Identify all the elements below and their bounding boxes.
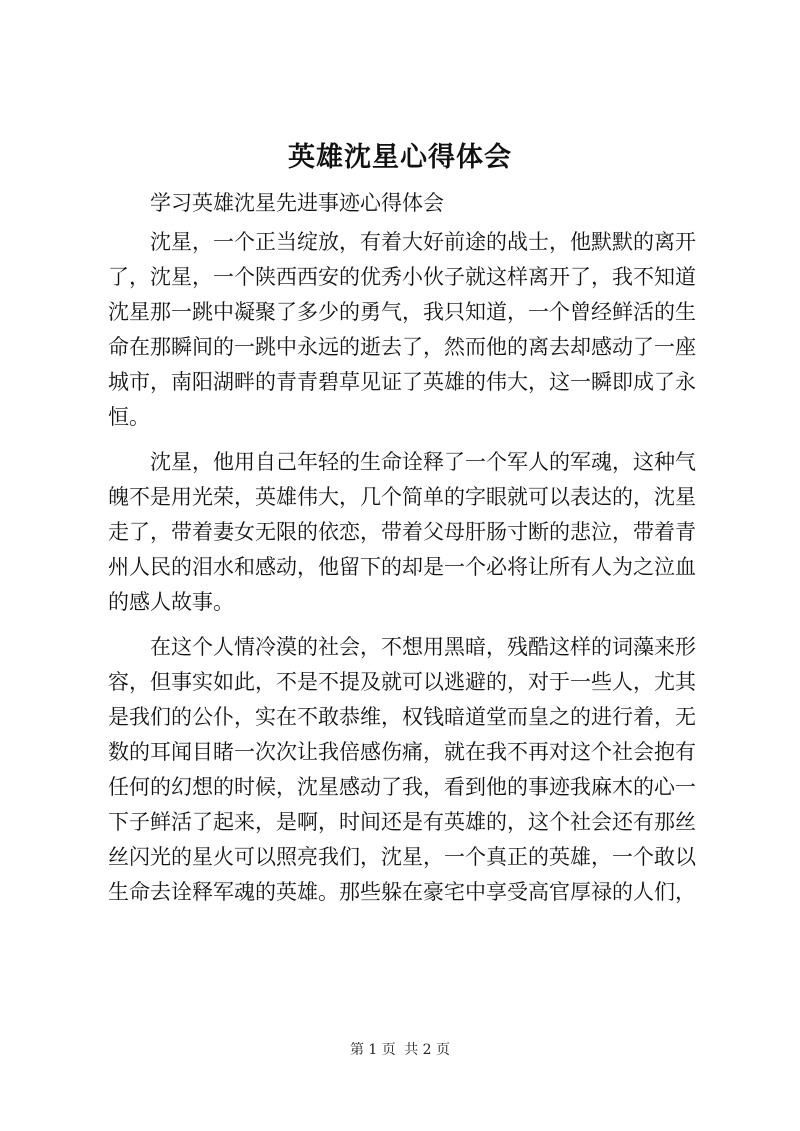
page-footer — [0, 1040, 800, 1060]
paragraph: 沈星，他用自己年轻的生命诠释了一个军人的军魂，这种气魄不是用光荣，英雄伟大，几个简单的字眼就可以表达的，沈星走了，带着妻女无限的依恋，带着父母肝肠寸断的悲泣，带着青州人民的泪水和感动，他留下的却是一个必将让所有人为之泣血的感人故事。 — [108, 450, 696, 614]
document-title: 英雄沈星心得体会 — [288, 142, 512, 173]
paragraph: 在这个人情冷漠的社会，不想用黑暗，残酷这样的词藻来形容，但事实如此，不是不提及就可以逃避的，对于一些人，尤其是我们的公仆，实在不敢恭维，权钱暗道堂而皇之的进行着，无数的耳闻目睹一次次让我倍感伤痛，就在我不再对这个社会抱有任何的幻想的时候，沈星感动了我，看到他的事迹我麻木的心一下子鲜活了起来，是啊，时间还是有英雄的，这个社会还有那丝丝闪光的星火可以照亮我们，沈星，一个真正的英雄，一个敢以生命去诠释军魂的英雄。那些躲在豪宅中享受高官厚禄的人们， — [108, 635, 696, 904]
document-subtitle: 学习英雄沈星先进事迹心得体会 — [150, 191, 444, 215]
page-number: 第 1 页 — [349, 1042, 396, 1058]
paragraph: 沈星，一个正当绽放，有着大好前途的战士，他默默的离开了，沈星，一个陕西西安的优秀小伙子就这样离开了，我不知道沈星那一跳中凝聚了多少的勇气，我只知道，一个曾经鲜活的生命在那瞬间的一跳中永远的逝去了，然而他的离去却感动了一座城市，南阳湖畔的青青碧草见证了英雄的伟大，这一瞬即成了永恒。 — [108, 230, 696, 429]
document-body — [108, 186, 696, 920]
page-total: 共 2 页 — [404, 1042, 451, 1058]
